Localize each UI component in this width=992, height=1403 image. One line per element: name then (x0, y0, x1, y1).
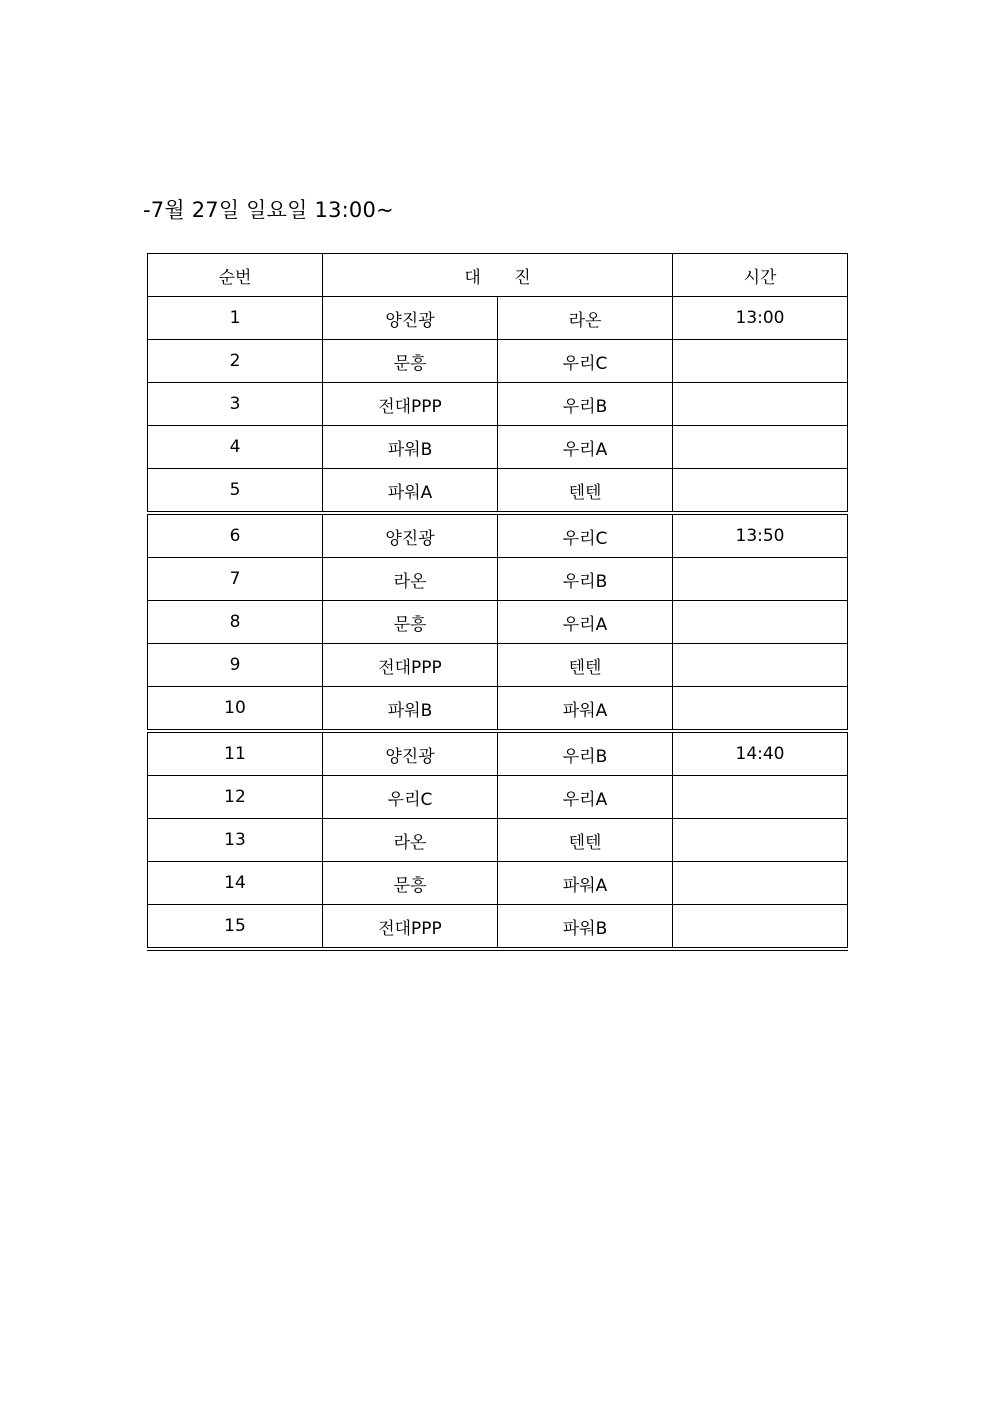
order-cell: 15 (148, 905, 323, 950)
order-cell: 3 (148, 383, 323, 426)
home-team-cell: 파워B (323, 426, 498, 469)
table-row (148, 776, 848, 819)
home-team-cell: 우리C (323, 776, 498, 819)
order-cell: 14 (148, 862, 323, 905)
away-team-cell: 우리C (498, 513, 673, 558)
table-row (148, 383, 848, 426)
home-team-cell: 전대PPP (323, 383, 498, 426)
time-cell (673, 340, 848, 383)
time-cell: 13:00 (673, 297, 848, 340)
home-team-cell: 전대PPP (323, 905, 498, 950)
order-cell: 2 (148, 340, 323, 383)
table-row (148, 297, 848, 340)
order-cell: 8 (148, 601, 323, 644)
order-cell: 13 (148, 819, 323, 862)
home-team-cell: 문흥 (323, 340, 498, 383)
time-cell (673, 776, 848, 819)
order-cell: 4 (148, 426, 323, 469)
order-cell: 6 (148, 513, 323, 558)
time-cell (673, 819, 848, 862)
away-team-cell: 우리B (498, 558, 673, 601)
away-team-cell: 우리A (498, 776, 673, 819)
table-row (148, 558, 848, 601)
order-cell: 7 (148, 558, 323, 601)
time-cell (673, 469, 848, 514)
header-order: 순번 (148, 254, 323, 297)
home-team-cell: 문흥 (323, 862, 498, 905)
home-team-cell: 문흥 (323, 601, 498, 644)
time-cell (673, 426, 848, 469)
time-cell: 14:40 (673, 731, 848, 776)
away-team-cell: 우리A (498, 601, 673, 644)
away-team-cell: 텐텐 (498, 644, 673, 687)
away-team-cell: 라온 (498, 297, 673, 340)
order-cell: 1 (148, 297, 323, 340)
home-team-cell: 전대PPP (323, 644, 498, 687)
table-header-row (148, 254, 848, 297)
table-row (148, 601, 848, 644)
order-cell: 12 (148, 776, 323, 819)
table-row (148, 862, 848, 905)
table-row (148, 644, 848, 687)
table-row (148, 469, 848, 514)
table-row (148, 731, 848, 776)
away-team-cell: 우리B (498, 383, 673, 426)
header-time: 시간 (673, 254, 848, 297)
home-team-cell: 양진광 (323, 513, 498, 558)
away-team-cell: 파워A (498, 687, 673, 732)
home-team-cell: 라온 (323, 558, 498, 601)
time-cell (673, 601, 848, 644)
order-cell: 11 (148, 731, 323, 776)
table-row (148, 687, 848, 732)
away-team-cell: 우리A (498, 426, 673, 469)
time-cell (673, 905, 848, 950)
table-row (148, 513, 848, 558)
time-cell (673, 644, 848, 687)
home-team-cell: 라온 (323, 819, 498, 862)
away-team-cell: 우리B (498, 731, 673, 776)
table-row (148, 819, 848, 862)
home-team-cell: 파워A (323, 469, 498, 514)
time-cell (673, 383, 848, 426)
header-match-label: 대 진 (464, 267, 545, 288)
time-cell: 13:50 (673, 513, 848, 558)
table-row (148, 905, 848, 950)
time-cell (673, 558, 848, 601)
table-row (148, 340, 848, 383)
away-team-cell: 우리C (498, 340, 673, 383)
order-cell: 5 (148, 469, 323, 514)
away-team-cell: 파워A (498, 862, 673, 905)
home-team-cell: 양진광 (323, 297, 498, 340)
away-team-cell: 텐텐 (498, 469, 673, 514)
time-cell (673, 687, 848, 732)
table-row (148, 426, 848, 469)
header-match (323, 254, 673, 297)
time-cell (673, 862, 848, 905)
match-schedule-table (147, 253, 848, 951)
order-cell: 10 (148, 687, 323, 732)
away-team-cell: 텐텐 (498, 819, 673, 862)
schedule-heading: -7월 27일 일요일 13:00~ (143, 198, 394, 222)
away-team-cell: 파워B (498, 905, 673, 950)
home-team-cell: 양진광 (323, 731, 498, 776)
order-cell: 9 (148, 644, 323, 687)
home-team-cell: 파워B (323, 687, 498, 732)
